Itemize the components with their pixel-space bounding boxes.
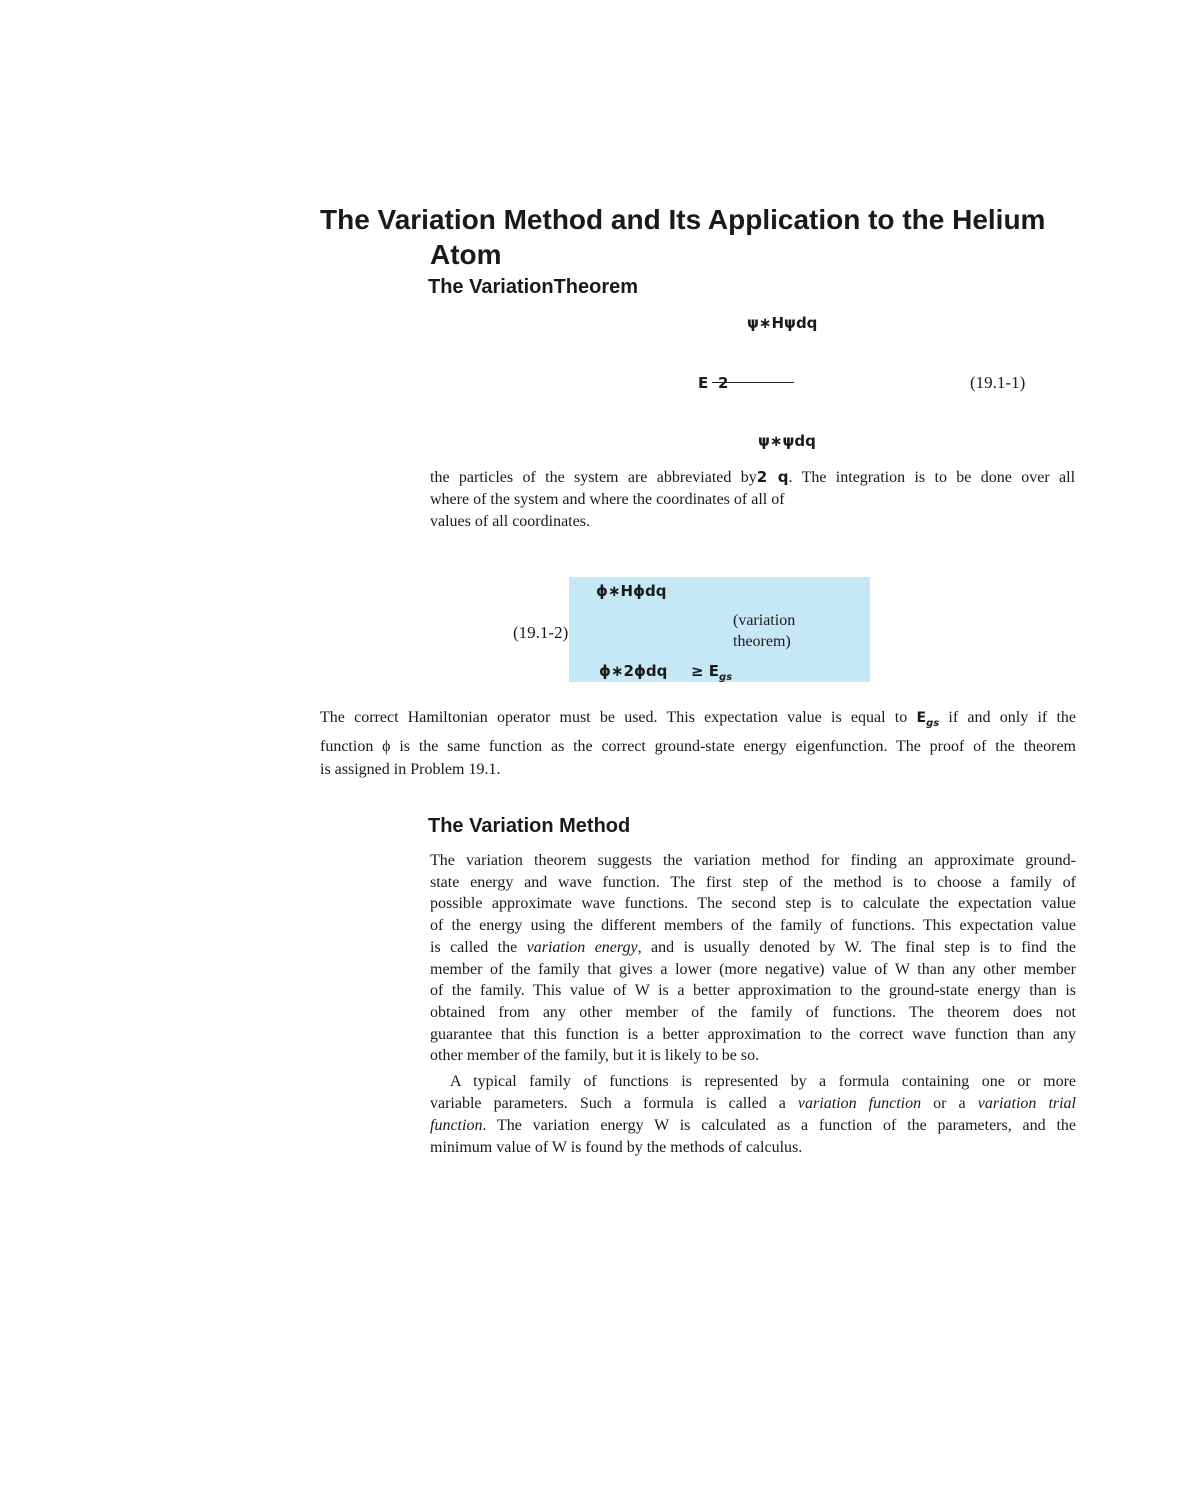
page-title-continued (430, 237, 502, 272)
term-variation-trial: variation trial (977, 1095, 1077, 1112)
text-line: variable parameters. Such a formula is called a variation function or a variation trial (430, 1095, 1077, 1112)
text-line: The correct Hamiltonian operator must be used. This expectation value is equal to $E_{gs}$ if and only if the (320, 709, 1076, 729)
eq1-lhs-extra: 2 (718, 374, 729, 392)
text-line: possible approximate wave functions. The second step is to calculate the expectation value (430, 895, 1076, 913)
text-line: The variation theorem suggests the variation method for finding an approximate ground- (430, 852, 1076, 869)
text-line: member of the family that gives a lower (more negative) value of W than any other member (430, 960, 1076, 978)
eq2-relation: ≥ $E_{gs}$ (691, 662, 733, 683)
eq1-number: (19.1-1) (970, 373, 1026, 392)
text-line: is assigned in Problem 19.1. (320, 760, 501, 778)
eq2-label-line-2: theorem) (733, 633, 791, 650)
title-line-2: Atom (430, 239, 502, 270)
eq2-denominator: ϕ∗2ϕdq (599, 662, 668, 680)
text-line: of the energy using the different members of the family of functions. This expectation value (430, 917, 1076, 935)
section-heading-variation-theorem: The VariationTheorem (428, 276, 639, 298)
text-block-1 (430, 466, 1075, 533)
eq1-denominator: ψ∗ψdq (758, 432, 816, 450)
text-line: minimum value of W is found by the methods of calculus. (430, 1139, 803, 1156)
text-line: obtained from any other member of the family of functions. The theorem does not (430, 1003, 1076, 1021)
section-heading-variation-method: The Variation Method (428, 815, 631, 837)
coordinate-symbol: 2 q (756, 468, 789, 486)
eq2-label (733, 610, 795, 652)
text-line: A typical family of functions is represented by a formula containing one or more (450, 1073, 1076, 1090)
term-variation-function: variation function (797, 1095, 922, 1112)
eq2-label-line-1: (variation (733, 612, 796, 629)
text-line: values of all coordinates. (430, 513, 590, 530)
theorem-explanation (320, 706, 1076, 781)
page-title (320, 202, 1045, 237)
ground-state-energy-symbol: $E_{gs}$ (916, 710, 940, 729)
eq2-number: (19.1-2) (513, 623, 569, 642)
text-line: where of the system and where the coordinates of all of (430, 491, 785, 508)
eq2-numerator: ϕ∗Hϕdq (596, 582, 667, 600)
text-line: function. The variation energy W is calculated as a function of the parameters, and the (430, 1117, 1076, 1134)
term-function: function (430, 1117, 483, 1134)
title-line-1: The Variation Method and Its Application to the Helium (320, 204, 1046, 235)
variation-method-paragraph-2 (430, 1071, 1076, 1159)
term-variation-energy: variation energy (526, 938, 638, 956)
eq1-lhs: E (698, 374, 709, 392)
variation-method-paragraph-1 (430, 850, 1076, 1067)
text-line: state energy and wave function. The first step of the method is to choose a family of (430, 873, 1076, 891)
text-line: of the family. This value of W is a better approximation to the ground-state energy than is (430, 982, 1076, 1000)
text-line: other member of the family, but it is likely to be so. (430, 1047, 760, 1065)
text-line: function ϕ is the same function as the correct ground-state energy eigenfunction. The proof of the theorem (320, 737, 1076, 755)
eq1-numerator: ψ∗Hψdq (747, 314, 818, 332)
text-line: is called the variation energy, and is usually denoted by W. The final step is to find the (430, 938, 1077, 956)
text-line: guarantee that this function is a better approximation to the correct wave function than any (430, 1025, 1076, 1043)
text-line: the particles of the system are abbreviated by2 q. The integration is to be done over all (430, 468, 1076, 486)
